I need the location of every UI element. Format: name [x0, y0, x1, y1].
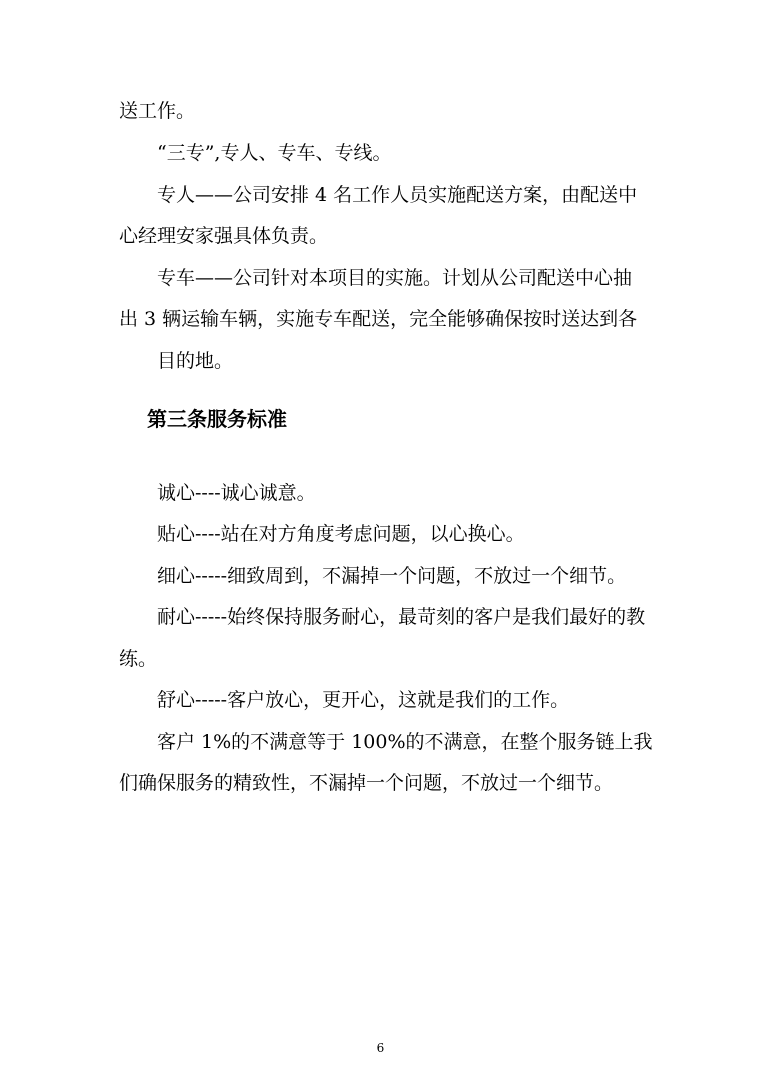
body-line-13: 舒心-----客户放心，更开心，这就是我们的工作。 [157, 689, 570, 711]
body-line-6: 出 3 辆运输车辆，实施专车配送，完全能够确保按时送达到各 [119, 308, 638, 330]
section-heading: 第三条服务标准 [147, 407, 287, 431]
body-line-2: “三专”,专人、专车、专线。 [157, 142, 392, 164]
body-line-14: 客户 1%的不满意等于 100%的不满意，在整个服务链上我 [157, 731, 653, 753]
body-line-9: 贴心----站在对方角度考虑问题，以心换心。 [157, 523, 525, 545]
body-line-5: 专车——公司针对本项目的实施。计划从公司配送中心抽 [157, 267, 633, 289]
body-line-8: 诚心----诚心诚意。 [157, 482, 316, 504]
body-line-11: 耐心-----始终保持服务耐心，最苛刻的客户是我们最好的教 [157, 606, 646, 628]
body-line-4: 心经理安家强具体负责。 [119, 225, 329, 247]
page-number: 6 [376, 1041, 385, 1055]
body-line-10: 细心-----细致周到，不漏掉一个问题，不放过一个细节。 [157, 565, 627, 587]
body-line-15: 们确保服务的精致性，不漏掉一个问题，不放过一个细节。 [119, 772, 614, 794]
body-line-12: 练。 [119, 648, 158, 670]
body-line-7: 目的地。 [157, 350, 234, 372]
body-line-3: 专人——公司安排 4 名工作人员实施配送方案，由配送中 [157, 184, 638, 206]
body-line-1: 送工作。 [119, 100, 196, 122]
